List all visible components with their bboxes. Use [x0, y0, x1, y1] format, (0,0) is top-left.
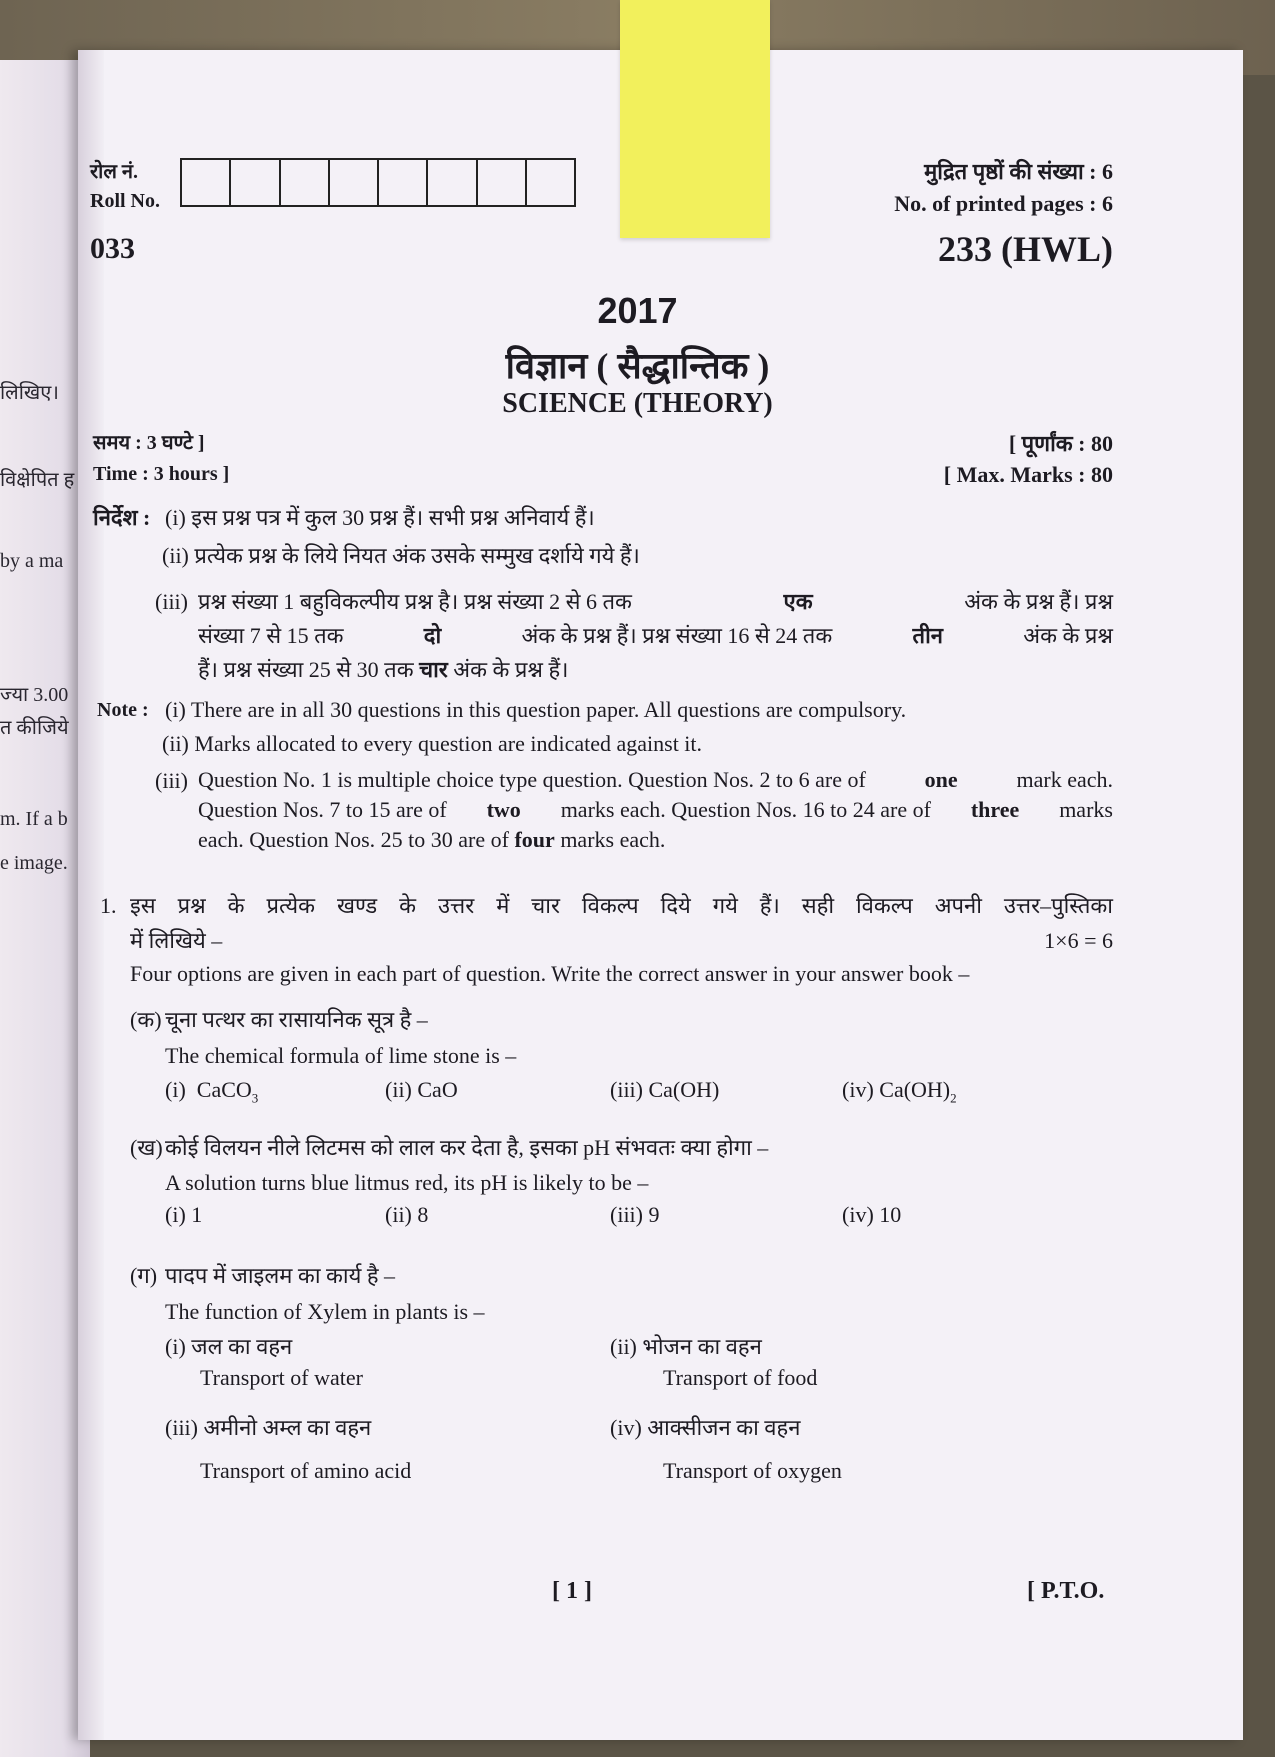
text-run: marks	[1059, 797, 1113, 822]
roll-digit-box[interactable]	[231, 160, 280, 205]
paper-code-right: 233 (HWL)	[938, 229, 1113, 269]
text-run: अंक के प्रश्न हैं।	[453, 657, 569, 682]
printed-pages-info	[894, 156, 1113, 220]
option-c-2-hindi[interactable]: (ii) भोजन का वहन	[610, 1334, 762, 1359]
emphasis-two: two	[486, 797, 521, 822]
text-run: प्रश्न संख्या 1 बहुविकल्पीय प्रश्न है। प्रश्न संख्या 2 से 6 तक	[198, 589, 632, 614]
please-turn-over: [ P.T.O.	[1027, 1578, 1105, 1604]
roll-label-english: Roll No.	[90, 190, 160, 212]
text-run: mark each.	[1016, 767, 1113, 792]
printed-pages-hindi: मुद्रित पृष्ठों की संख्या : 6	[924, 159, 1113, 184]
part-a-english: The chemical formula of lime stone is –	[165, 1043, 517, 1068]
note-en-3-line1	[198, 765, 1113, 795]
q1-hindi-line2: में लिखिये –	[130, 928, 223, 953]
text-run: अंक के प्रश्न हैं। प्रश्न संख्या 16 से 24 तक	[521, 623, 833, 648]
text-run: Question No. 1 is multiple choice type question. Question Nos. 2 to 6 are of	[198, 767, 866, 792]
option-c-3-hindi[interactable]: (iii) अमीनो अम्ल का वहन	[165, 1415, 372, 1440]
text-run: marks each.	[560, 827, 666, 852]
text-run: each. Question Nos. 25 to 30 are of	[198, 827, 509, 852]
text-run: Question Nos. 7 to 15 are of	[198, 797, 447, 822]
page-fragment: विक्षेपित ह	[0, 469, 75, 491]
option-c-4-hindi[interactable]: (iv) आक्सीजन का वहन	[610, 1415, 801, 1440]
roll-digit-box[interactable]	[379, 160, 428, 205]
part-c-english: The function of Xylem in plants is –	[165, 1299, 485, 1324]
option-text: (iv) Ca(OH)	[842, 1077, 951, 1102]
sticky-note	[620, 0, 770, 238]
question-number: 1.	[100, 893, 117, 918]
part-a-hindi: चूना पत्थर का रासायनिक सूत्र है –	[165, 1007, 428, 1032]
text-run: अंक के प्रश्न	[1023, 623, 1113, 648]
roll-number-label	[90, 158, 160, 216]
option-b-1[interactable]: (i) 1	[165, 1202, 203, 1227]
option-c-1-english[interactable]: Transport of water	[200, 1365, 363, 1390]
subscript: 3	[251, 1090, 259, 1106]
subject-title-english: SCIENCE (THEORY)	[502, 388, 773, 419]
option-c-4-english[interactable]: Transport of oxygen	[663, 1458, 842, 1483]
text-run: marks each. Question Nos. 16 to 24 are of	[560, 797, 931, 822]
instruction-hi-2: (ii) प्रत्येक प्रश्न के लिये नियत अंक उसके सम्मुख दर्शाये गये हैं।	[162, 543, 640, 568]
roll-digit-box[interactable]	[330, 160, 379, 205]
note-en-1: (i) There are in all 30 questions in this question paper. All questions are compulsory.	[165, 697, 907, 722]
q1-hindi-line1: इस प्रश्न के प्रत्येक खण्ड के उत्तर में चार विकल्प दिये गये हैं। सही विकल्प अपनी उत्तर–पुस्तिका	[130, 893, 1113, 918]
page-fragment: लिखिए।	[0, 382, 59, 404]
q1-marks: 1×6 = 6	[1044, 928, 1113, 953]
option-b-3[interactable]: (iii) 9	[610, 1202, 660, 1227]
emphasis-two: दो	[423, 623, 442, 648]
option-b-4[interactable]: (iv) 10	[842, 1202, 902, 1227]
page-fragment: ज्या 3.00	[0, 684, 69, 706]
instruction-hi-3	[198, 586, 1113, 685]
emphasis-four: four	[514, 827, 555, 852]
part-c-hindi: पादप में जाइलम का कार्य है –	[165, 1263, 396, 1288]
paper-code-left: 033	[90, 232, 135, 265]
emphasis-four: चार	[419, 657, 448, 682]
part-c-label: (ग)	[130, 1263, 158, 1288]
roll-digit-box[interactable]	[182, 160, 231, 205]
page-number: [ 1 ]	[552, 1578, 592, 1604]
emphasis-one: एक	[783, 589, 813, 614]
marks-hindi: [ पूर्णांक : 80	[1008, 431, 1113, 456]
note-en-2: (ii) Marks allocated to every question are indicated against it.	[162, 731, 703, 756]
time-english: Time : 3 hours ]	[93, 463, 230, 485]
page-fragment: m. If a b	[0, 808, 68, 830]
part-b-english: A solution turns blue litmus red, its pH is likely to be –	[165, 1170, 649, 1195]
option-text: CaCO	[196, 1077, 252, 1102]
option-c-2-english[interactable]: Transport of food	[663, 1365, 818, 1390]
option-a-3[interactable]: (iii) Ca(OH)	[610, 1077, 720, 1102]
note-en-3-num: (iii)	[155, 768, 188, 793]
subject-title-hindi: विज्ञान ( सैद्धान्तिक )	[505, 346, 770, 386]
roll-digit-box[interactable]	[281, 160, 330, 205]
roll-digit-box[interactable]	[527, 160, 574, 205]
max-marks	[944, 428, 1113, 490]
marks-english: [ Max. Marks : 80	[943, 462, 1113, 487]
subscript: 2	[950, 1090, 957, 1106]
note-en-3-line3	[198, 825, 1113, 855]
page-fragment: by a ma	[0, 550, 64, 572]
q1-english: Four options are given in each part of question. Write the correct answer in your answer book –	[130, 961, 970, 986]
instruction-hi-3-num: (iii)	[155, 589, 188, 614]
roll-digit-box[interactable]	[478, 160, 527, 205]
page-fragment: e image.	[0, 852, 68, 874]
part-b-hindi: कोई विलयन नीले लिटमस को लाल कर देता है, इसका pH संभवतः क्या होगा –	[165, 1135, 769, 1160]
instruction-hi-3-line3	[198, 654, 1113, 685]
page-fragment: त कीजिये	[0, 717, 69, 739]
instructions-label-hindi: निर्देश :	[93, 505, 151, 530]
text-run: अंक के प्रश्न हैं। प्रश्न	[964, 589, 1113, 614]
text-run: संख्या 7 से 15 तक	[198, 623, 344, 648]
text-run: हैं। प्रश्न संख्या 25 से 30 तक	[198, 657, 414, 682]
instruction-hi-3-line2	[198, 620, 1113, 651]
roll-digit-box[interactable]	[428, 160, 477, 205]
option-a-1[interactable]	[165, 1077, 258, 1106]
option-number: (i)	[165, 1077, 186, 1102]
note-en-3	[198, 765, 1113, 855]
option-a-4[interactable]	[842, 1077, 957, 1106]
part-b-label: (ख)	[130, 1135, 163, 1160]
option-a-2[interactable]: (ii) CaO	[385, 1077, 458, 1102]
printed-pages-english: No. of printed pages : 6	[894, 191, 1113, 216]
time-allowed	[93, 428, 229, 490]
emphasis-three: three	[970, 797, 1020, 822]
exam-year: 2017	[597, 290, 678, 331]
part-a-label: (क)	[130, 1007, 162, 1032]
note-en-3-line2	[198, 795, 1113, 825]
roll-number-boxes[interactable]	[180, 158, 576, 207]
time-hindi: समय : 3 घण्टे ]	[93, 432, 205, 454]
emphasis-three: तीन	[912, 623, 943, 648]
instruction-hi-3-line1	[198, 586, 1113, 617]
option-c-1-hindi[interactable]: (i) जल का वहन	[165, 1334, 293, 1359]
note-label-english: Note :	[97, 699, 149, 721]
roll-label-hindi: रोल नं.	[90, 161, 139, 183]
option-b-2[interactable]: (ii) 8	[385, 1202, 429, 1227]
emphasis-one: one	[924, 767, 958, 792]
option-c-3-english[interactable]: Transport of amino acid	[200, 1458, 412, 1483]
instruction-hi-1: (i) इस प्रश्न पत्र में कुल 30 प्रश्न हैं। सभी प्रश्न अनिवार्य हैं।	[165, 505, 595, 530]
